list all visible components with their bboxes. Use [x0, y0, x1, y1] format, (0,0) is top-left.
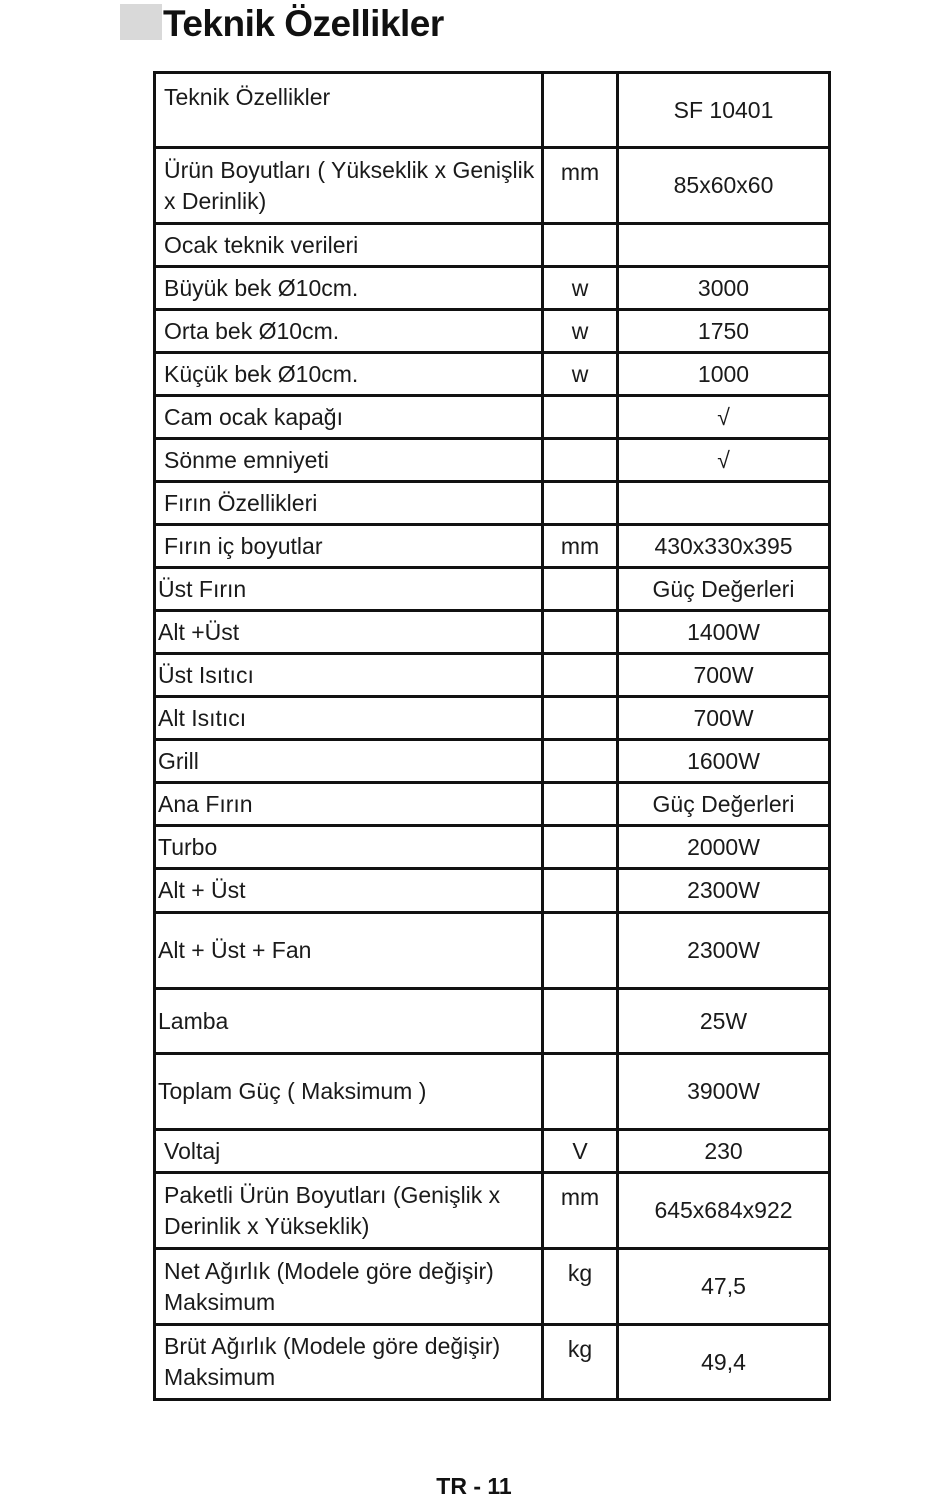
row-unit: [543, 740, 618, 783]
row-unit: [543, 439, 618, 482]
table-row: [155, 611, 830, 654]
row-label: Ürün Boyutları ( Yükseklik x Genişlik x Derinlik): [155, 148, 543, 224]
header-label: Teknik Özellikler: [155, 73, 543, 148]
row-label: Alt Isıtıcı: [155, 697, 543, 740]
check-mark: √: [618, 396, 830, 439]
table-row: [155, 826, 830, 869]
row-unit: [543, 482, 618, 525]
row-unit: [543, 826, 618, 869]
row-unit: kg: [543, 1249, 618, 1325]
table-row: [155, 989, 830, 1054]
row-unit: [543, 989, 618, 1054]
table-row: [155, 783, 830, 826]
row-label: Net Ağırlık (Modele göre değişir) Maksimum: [155, 1249, 543, 1325]
row-value: 1750: [618, 310, 830, 353]
row-value: 430x330x395: [618, 525, 830, 568]
row-label: Üst Isıtıcı: [155, 654, 543, 697]
row-unit: mm: [543, 148, 618, 224]
row-value: Güç Değerleri: [618, 783, 830, 826]
table-row: [155, 1325, 830, 1400]
row-unit: [543, 654, 618, 697]
model-name: SF 10401: [618, 73, 830, 148]
row-value: [618, 482, 830, 525]
table-row: [155, 310, 830, 353]
table-row: [155, 1249, 830, 1325]
row-unit: [543, 1054, 618, 1130]
row-label: Alt + Üst + Fan: [155, 913, 543, 989]
page-title: Teknik Özellikler: [163, 3, 444, 44]
table-row: [155, 740, 830, 783]
row-label: Cam ocak kapağı: [155, 396, 543, 439]
table-row: [155, 913, 830, 989]
row-unit: [543, 913, 618, 989]
row-value: 2300W: [618, 913, 830, 989]
row-label: Orta bek Ø10cm.: [155, 310, 543, 353]
row-label: Paketli Ürün Boyutları (Genişlik x Derinlik x Yükseklik): [155, 1173, 543, 1249]
table-row: [155, 148, 830, 224]
row-label: Ana Fırın: [155, 783, 543, 826]
row-label: Fırın Özellikleri: [155, 482, 543, 525]
row-unit: mm: [543, 525, 618, 568]
row-unit: w: [543, 310, 618, 353]
row-unit: w: [543, 267, 618, 310]
table-row: [155, 267, 830, 310]
row-unit: [543, 697, 618, 740]
row-value: 25W: [618, 989, 830, 1054]
row-label: Fırın iç boyutlar: [155, 525, 543, 568]
table-row: [155, 224, 830, 267]
page-number: TR - 11: [436, 1473, 512, 1499]
table-row: [155, 1054, 830, 1130]
row-value: 2000W: [618, 826, 830, 869]
table-row: [155, 525, 830, 568]
row-unit: mm: [543, 1173, 618, 1249]
row-value: 230: [618, 1130, 830, 1173]
row-label: Ocak teknik verileri: [155, 224, 543, 267]
row-value: 1000: [618, 353, 830, 396]
row-value: 3000: [618, 267, 830, 310]
row-unit: [543, 611, 618, 654]
spec-table: [153, 71, 831, 1401]
row-label: Büyük bek Ø10cm.: [155, 267, 543, 310]
row-label: Sönme emniyeti: [155, 439, 543, 482]
header-unit: [543, 73, 618, 148]
table-row: [155, 568, 830, 611]
row-value: 1400W: [618, 611, 830, 654]
table-row: [155, 1173, 830, 1249]
row-value: 3900W: [618, 1054, 830, 1130]
row-value: 47,5: [618, 1249, 830, 1325]
table-header-row: [155, 73, 830, 148]
row-value: 700W: [618, 654, 830, 697]
row-value: 2300W: [618, 869, 830, 913]
table-row: [155, 697, 830, 740]
table-row: [155, 482, 830, 525]
row-unit: [543, 869, 618, 913]
row-value: 85x60x60: [618, 148, 830, 224]
row-value: 700W: [618, 697, 830, 740]
table-row: [155, 396, 830, 439]
row-label: Brüt Ağırlık (Modele göre değişir) Maksimum: [155, 1325, 543, 1400]
row-unit: [543, 568, 618, 611]
row-value: 1600W: [618, 740, 830, 783]
row-unit: kg: [543, 1325, 618, 1400]
row-value: [618, 224, 830, 267]
row-label: Voltaj: [155, 1130, 543, 1173]
row-value: 49,4: [618, 1325, 830, 1400]
row-label: Küçük bek Ø10cm.: [155, 353, 543, 396]
row-label: Grill: [155, 740, 543, 783]
row-unit: [543, 396, 618, 439]
row-label: Turbo: [155, 826, 543, 869]
row-unit: V: [543, 1130, 618, 1173]
row-value: 645x684x922: [618, 1173, 830, 1249]
table-row: [155, 654, 830, 697]
row-value: Güç Değerleri: [618, 568, 830, 611]
table-row: [155, 869, 830, 913]
table-row: [155, 1130, 830, 1173]
row-label: Alt +Üst: [155, 611, 543, 654]
table-row: [155, 439, 830, 482]
row-label: Üst Fırın: [155, 568, 543, 611]
row-unit: w: [543, 353, 618, 396]
table-row: [155, 353, 830, 396]
row-label: Toplam Güç ( Maksimum ): [155, 1054, 543, 1130]
check-mark: √: [618, 439, 830, 482]
row-unit: [543, 783, 618, 826]
row-label: Lamba: [155, 989, 543, 1054]
row-label: Alt + Üst: [155, 869, 543, 913]
title-accent-block: [120, 4, 162, 40]
row-unit: [543, 224, 618, 267]
